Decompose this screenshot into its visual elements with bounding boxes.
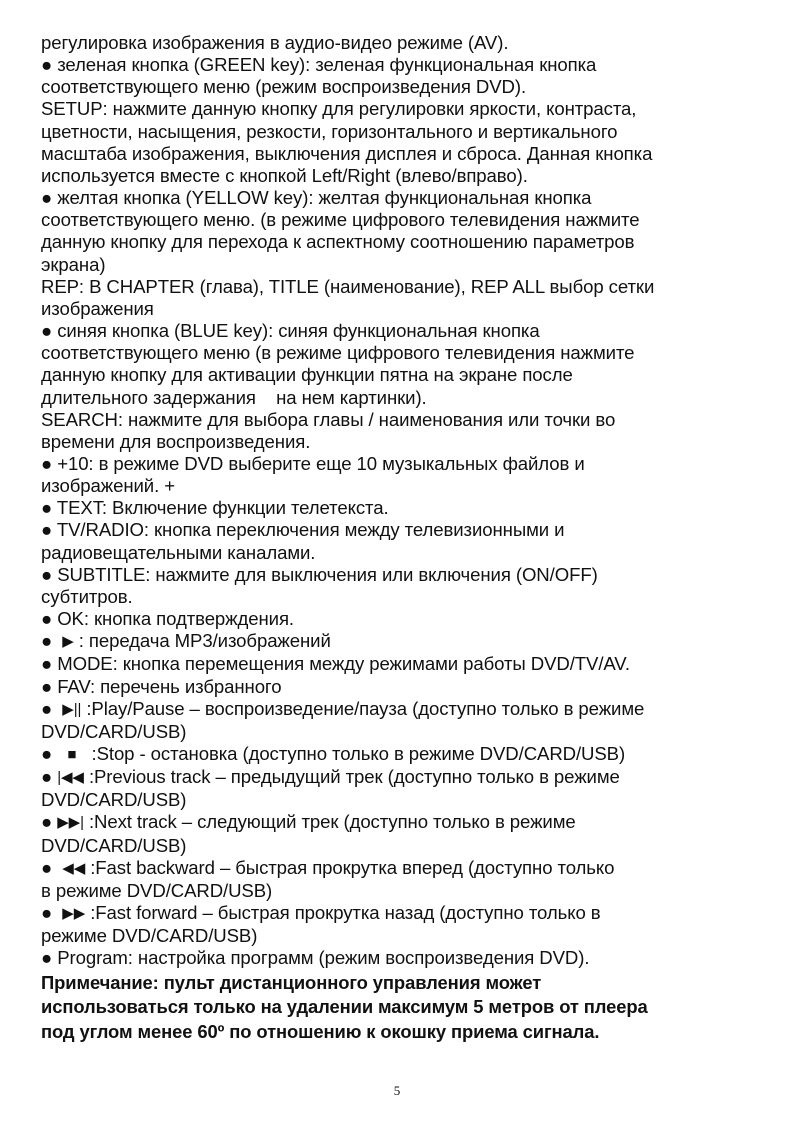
text-line: ● FAV: перечень избранного: [41, 675, 282, 697]
play-mp3-line: [41, 630, 764, 653]
text-line: цветности, насыщения, резкости, горизонтального и вертикального: [41, 120, 618, 142]
stop-line: [41, 743, 764, 766]
fast-backward-icon: ◀◀: [62, 859, 86, 877]
text-line: ● желтая кнопка (YELLOW key): желтая функциональная кнопка: [41, 187, 592, 209]
line-text: :Fast forward – быстрая прокрутка назад (доступно только в: [85, 902, 601, 924]
stop-icon: ■: [67, 746, 77, 763]
text-line: DVD/CARD/USB): [41, 834, 187, 856]
previous-track-line: [41, 766, 764, 789]
play-pause-icon: ▶||: [62, 700, 82, 718]
text-line: SEARCH: нажмите для выбора главы / наименования или точки во: [41, 408, 616, 430]
previous-track-icon: |◀◀: [57, 769, 84, 787]
fast-backward-line: [41, 857, 764, 880]
bullet: ●: [41, 743, 68, 764]
text-line: длительного задержания на нем картинки).: [41, 386, 427, 408]
text-line: в режиме DVD/CARD/USB): [41, 879, 273, 901]
note-block: [41, 971, 764, 1045]
bullet: ●: [41, 766, 58, 788]
text-line: DVD/CARD/USB): [41, 789, 187, 811]
fast-forward-line: [41, 902, 764, 925]
text-line: ● OK: кнопка подтверждения.: [41, 608, 294, 630]
body-text: [41, 32, 764, 970]
text-line: ● MODE: кнопка перемещения между режимами работы DVD/TV/AV.: [41, 653, 630, 675]
play-icon: ▶: [62, 633, 74, 651]
bullet: ●: [41, 811, 58, 833]
line-text: : передача MP3/изображений: [73, 630, 331, 652]
program-line: ● Program: настройка программ (режим воспроизведения DVD).: [41, 947, 590, 969]
text-line: режиме DVD/CARD/USB): [41, 925, 258, 947]
text-line: ● зеленая кнопка (GREEN key): зеленая функциональная кнопка: [41, 54, 597, 76]
line-text: :Previous track – предыдущий трек (доступно только в режиме: [83, 766, 620, 788]
text-line: регулировка изображения в аудио-видео режиме (AV).: [41, 32, 509, 53]
note-line: использоваться только на удалении максимум 5 метров от плеера: [41, 996, 648, 1018]
next-track-line: [41, 811, 764, 834]
text-line: субтитров.: [41, 585, 133, 607]
text-line: радиовещательными каналами.: [41, 541, 316, 563]
text-line: SETUP: нажмите данную кнопку для регулировки яркости, контраста,: [41, 98, 637, 120]
text-line: ● TEXT: Включение функции телетекста.: [41, 497, 389, 519]
text-line: соответствующего меню (в режиме цифрового телевидения нажмите: [41, 342, 635, 364]
fast-forward-icon: ▶▶: [62, 905, 86, 923]
text-line: времени для воспроизведения.: [41, 430, 311, 452]
next-track-icon: ▶▶|: [57, 814, 84, 832]
text-line: данную кнопку для активации функции пятна на экране после: [41, 364, 573, 386]
text-line: REP: B CHAPTER (глава), TITLE (наименование), REP ALL выбор сетки: [41, 275, 655, 297]
text-line: ● +10: в режиме DVD выберите еще 10 музыкальных файлов и: [41, 452, 585, 474]
bullet: ●: [41, 902, 63, 924]
bullet: ●: [41, 630, 63, 652]
text-line: ● синяя кнопка (BLUE key): синяя функциональная кнопка: [41, 320, 540, 342]
line-text: :Fast backward – быстрая прокрутка вперед (доступно только: [85, 856, 615, 878]
bullet: ●: [41, 697, 63, 719]
text-line: масштаба изображения, выключения дисплея и сброса. Данная кнопка: [41, 142, 653, 164]
text-line: изображений. +: [41, 475, 175, 497]
text-line: DVD/CARD/USB): [41, 720, 187, 742]
text-line: используется вместе с кнопкой Left/Right (влево/вправо).: [41, 164, 528, 186]
page-number: 5: [393, 1083, 401, 1098]
line-text: :Stop - остановка (доступно только в режиме DVD/CARD/USB): [76, 743, 626, 764]
text-line: соответствующего меню (режим воспроизведения DVD).: [41, 76, 527, 98]
play-pause-line: [41, 698, 764, 721]
line-text: :Next track – следующий трек (доступно только в режиме: [83, 811, 576, 833]
text-line: соответствующего меню. (в режиме цифрового телевидения нажмите: [41, 209, 640, 231]
text-line: изображения: [41, 297, 154, 319]
text-line: экрана): [41, 253, 106, 275]
text-line: ● TV/RADIO: кнопка переключения между телевизионными и: [41, 519, 565, 541]
bullet: ●: [41, 856, 63, 878]
text-line: данную кнопку для перехода к аспектному соотношению параметров: [41, 231, 635, 253]
line-text: :Play/Pause – воспроизведение/пауза (доступно только в режиме: [81, 697, 645, 719]
note-line: Примечание: пульт дистанционного управления может: [41, 971, 542, 993]
text-line: ● SUBTITLE: нажмите для выключения или включения (ON/OFF): [41, 563, 598, 585]
note-line: под углом менее 60º по отношению к окошку приема сигнала.: [41, 1020, 600, 1042]
